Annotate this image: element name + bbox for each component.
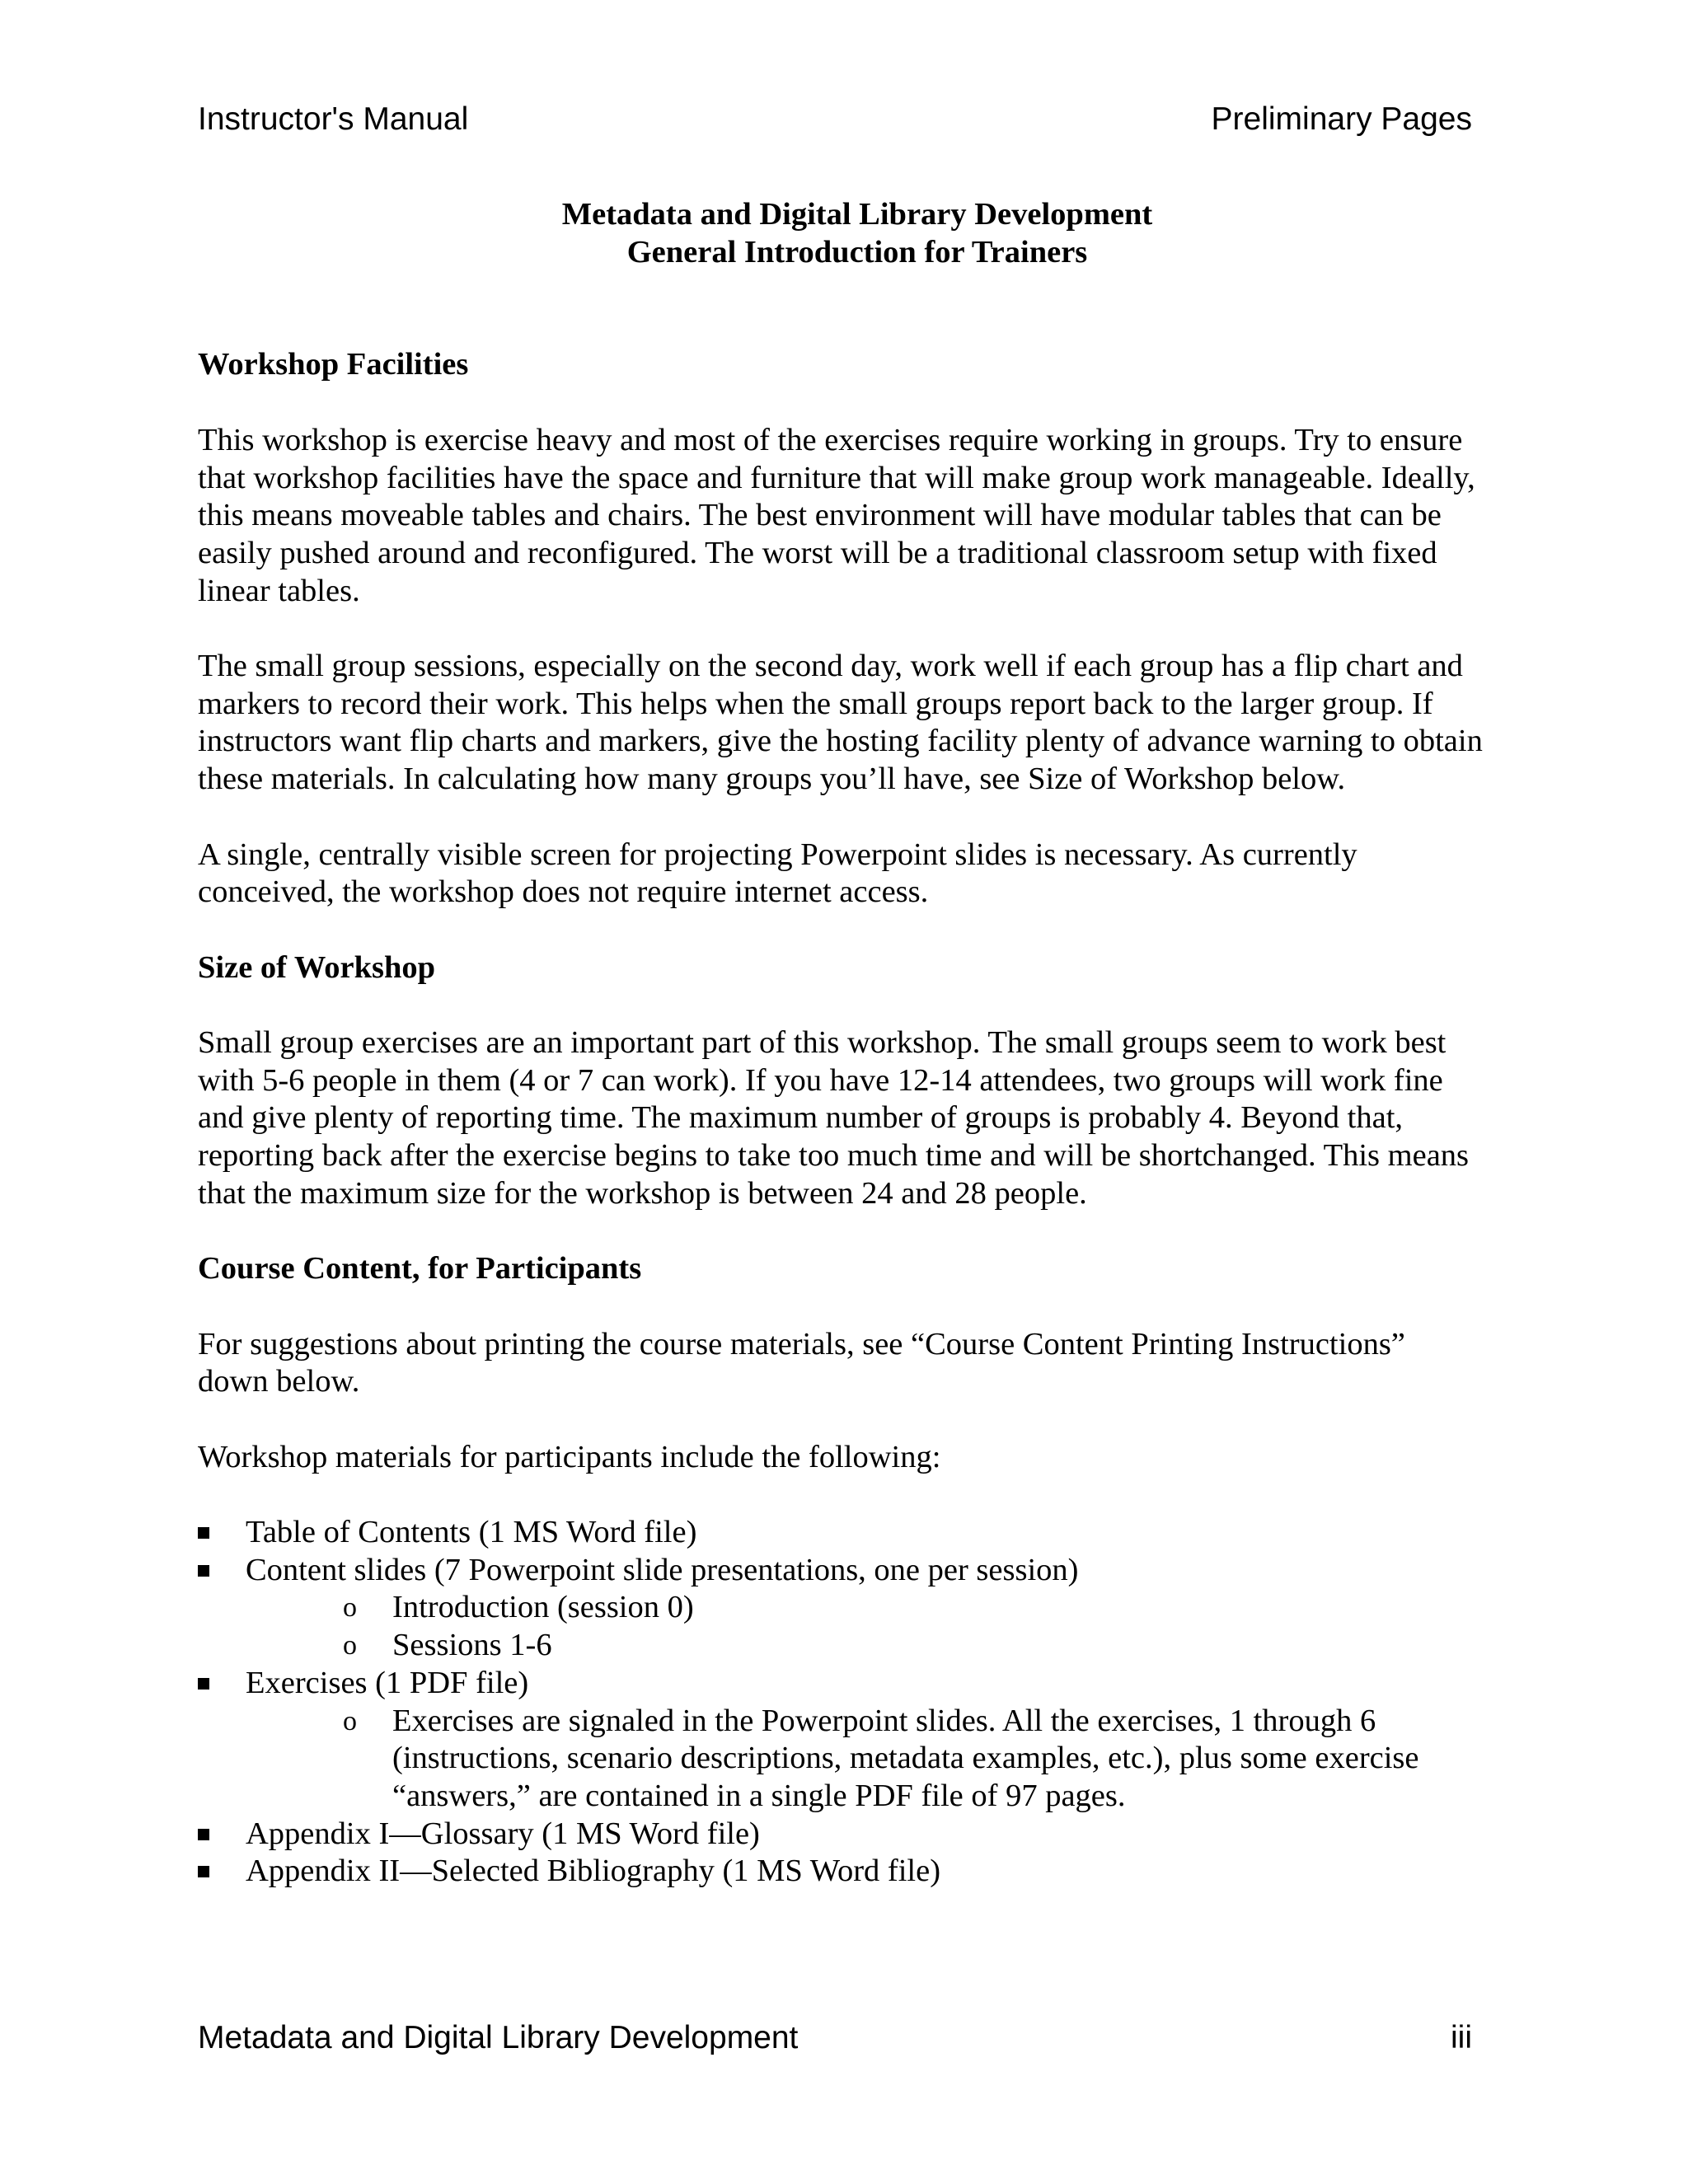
heading-workshop-facilities: Workshop Facilities (198, 347, 469, 382)
sub-list (246, 1703, 1484, 1816)
square-bullet-icon (198, 1527, 209, 1539)
square-bullet-icon (198, 1565, 209, 1577)
document-title (198, 196, 1484, 271)
list-item-text: Exercises (1 PDF file) (246, 1665, 529, 1700)
circle-bullet-icon: o (343, 1705, 357, 1736)
list-item (198, 1816, 1484, 1854)
square-bullet-icon (198, 1829, 209, 1840)
title-line-2: General Introduction for Trainers (626, 234, 1088, 269)
heading-course-content: Course Content, for Participants (198, 1251, 642, 1286)
square-bullet-icon (198, 1678, 209, 1690)
sub-list-item (246, 1627, 1484, 1665)
running-header (198, 101, 1472, 138)
list-item (198, 1665, 1484, 1816)
header-right: Preliminary Pages (1211, 101, 1472, 137)
list-item-text: Table of Contents (1 MS Word file) (246, 1515, 697, 1550)
running-footer (198, 2019, 1472, 2057)
sub-list (246, 1589, 1484, 1664)
sub-list-item (246, 1703, 1484, 1816)
list-item (198, 1552, 1484, 1665)
page-number: iii (1451, 2020, 1472, 2055)
sub-list-item-text: Sessions 1-6 (392, 1628, 552, 1663)
circle-bullet-icon: o (343, 1630, 357, 1661)
list-item-text: Appendix I—Glossary (1 MS Word file) (246, 1816, 760, 1851)
sub-list-item (246, 1589, 1484, 1627)
paragraph-facilities-1: This workshop is exercise heavy and most of the exercises require working in groups. Try to ensure that workshop facilities have the space and furniture that will make group work manageable. Ideally, this means moveable tables and chairs. The best environment will have modular tables that can be easily pushed around and reconfigured. The worst will be a traditional classroom setup with fixed linear tables. (198, 422, 1475, 608)
materials-list (198, 1514, 1484, 1891)
sub-list-item-text: Exercises are signaled in the Powerpoint slides. All the exercises, 1 through 6 (instructions, scenario descriptions, metadata examples, etc.), plus some exercise “answers,” are contained in a single PDF file of 97 pages. (392, 1703, 1419, 1813)
paragraph-facilities-2: The small group sessions, especially on the second day, work well if each group has a flip chart and markers to record their work. This helps when the small groups report back to the larger group. If instructors want flip charts and markers, give the hosting facility plenty of advance warning to obtain these materials. In calculating how many groups you’ll have, see Size of Workshop below. (198, 649, 1483, 797)
list-item-text: Appendix II—Selected Bibliography (1 MS Word file) (246, 1854, 941, 1889)
paragraph-content-2: Workshop materials for participants include the following: (198, 1439, 941, 1474)
sub-list-item-text: Introduction (session 0) (392, 1590, 694, 1625)
paragraph-size-1: Small group exercises are an important part of this workshop. The small groups seem to work best with 5-6 people in them (4 or 7 can work). If you have 12-14 attendees, two groups will work fine and give plenty of reporting time. The maximum number of groups is probably 4. Beyond that, reporting back after the exercise begins to take too much time and will be shortchanged. This means that the maximum size for the workshop is between 24 and 28 people. (198, 1024, 1470, 1211)
square-bullet-icon (198, 1866, 209, 1877)
title-line-1: Metadata and Digital Library Development (561, 197, 1153, 232)
list-item (198, 1853, 1484, 1891)
document-body (198, 196, 1484, 1891)
list-item-text: Content slides (7 Powerpoint slide presentations, one per session) (246, 1552, 1079, 1587)
paragraph-facilities-3: A single, centrally visible screen for projecting Powerpoint slides is necessary. As currently conceived, the workshop does not require internet access. (198, 837, 1357, 910)
header-left: Instructor's Manual (198, 101, 469, 137)
paragraph-content-1: For suggestions about printing the course materials, see “Course Content Printing Instructions” down below. (198, 1326, 1405, 1399)
heading-size-of-workshop: Size of Workshop (198, 949, 436, 985)
footer-left: Metadata and Digital Library Development (198, 2020, 799, 2055)
list-item (198, 1514, 1484, 1552)
circle-bullet-icon: o (343, 1592, 357, 1624)
